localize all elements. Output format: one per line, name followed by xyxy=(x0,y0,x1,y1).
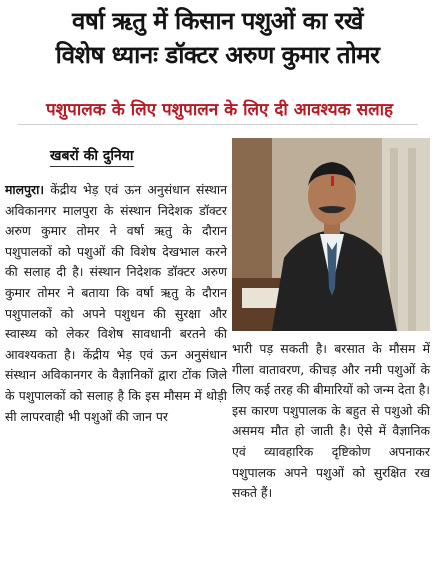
divider xyxy=(18,124,418,125)
dateline: मालपुरा। xyxy=(5,182,45,197)
headline-line-2: विशेष ध्यानः डॉक्टर अरुण कुमार तोमर xyxy=(55,41,380,69)
portrait-photo xyxy=(232,138,430,331)
article-body-left xyxy=(5,180,227,427)
headline xyxy=(0,4,435,72)
body-text-right: भारी पड़ सकती है। बरसात के मौसम में गीला वातावरण, कीचड़ और नमी पशुओं के लिए कई तरह की बीमारियों को जन्म देता है। इस कारण पशुपालक के बहुत से पशुओ की असमय मौत हो जाती है। ऐसे में वैज्ञानिक एवं व्यावहारिक दृष्टिकोण अपनाकर पशुपालक अपने पशुओं को सुरक्षित रख सकते हैं। xyxy=(232,341,430,501)
subheadline: पशुपालक के लिए पशुपालन के लिए दी आवश्यक सलाह xyxy=(45,100,394,120)
portrait-illustration xyxy=(232,138,430,331)
body-text-left: केंद्रीय भेड़ एवं ऊन अनुसंधान संस्थान अविकानगर मालपुरा के संस्थान निदेशक डॉक्टर अरुण कुमार तोमर ने वर्षा ऋतु के दौरान पशुपालकों को पशुओं की विशेष देखभाल करने की सलाह दी है। संस्थान निदेशक डॉक्टर अरुण कुमार तोमर ने बताया कि वर्षा ऋतु के दौरान पशुपालकों को अपने पशुधन की सुरक्षा और स्वास्थ्य को लेकर विशेष सावधानी बरतने की आवश्यकता है। केंद्रीय भेड़ एवं ऊन अनुसंधान संस्थान अविकानगर के वैज्ञानिकों द्वारा टोंक जिले के पशुपालकों को सलाह है कि इस मौसम में थोड़ी सी लापरवाही भी पशुओं की जान पर xyxy=(5,182,227,424)
article-body-right xyxy=(232,339,430,504)
headline-line-1: वर्षा ऋतु में किसान पशुओं का रखें xyxy=(71,7,364,35)
kicker-label: खबरों की दुनिया xyxy=(50,148,134,167)
